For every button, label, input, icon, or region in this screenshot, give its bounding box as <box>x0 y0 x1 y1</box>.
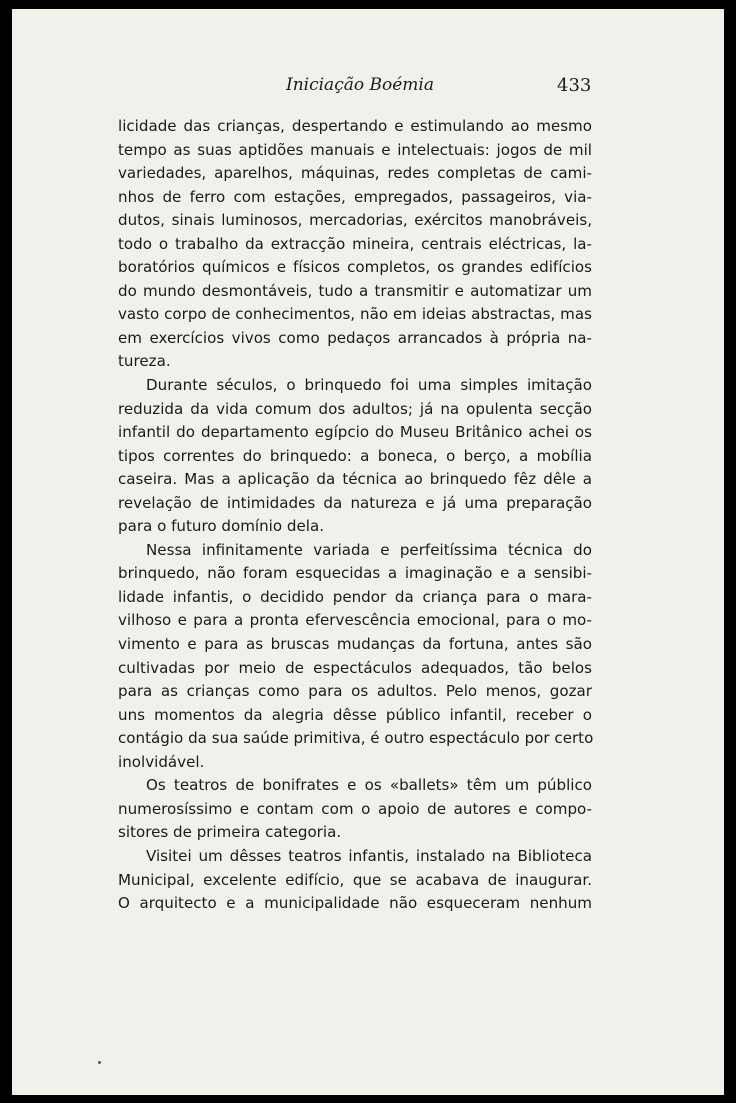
text-line: uns momentos da alegria dêsse público infantil, receber o <box>118 705 592 724</box>
text-line: lidade infantis, o decidido pendor da criança para o mara- <box>118 587 592 606</box>
text-line: infantil do departamento egípcio do Museu Britânico achei os <box>118 423 592 442</box>
text-line: variedades, aparelhos, máquinas, redes completas de cami- <box>118 164 592 183</box>
text-line: em exercícios vivos como pedaços arrancados à própria na- <box>118 328 592 347</box>
body-text <box>118 115 592 916</box>
text-line: dutos, sinais luminosos, mercadorias, exércitos manobráveis, <box>118 211 592 230</box>
text-line: cultivadas por meio de espectáculos adequados, tão belos <box>118 658 592 677</box>
text-line: vasto corpo de conhecimentos, não em ideias abstractas, mas <box>118 305 592 324</box>
book-page <box>12 9 724 1095</box>
text-line: tureza. <box>118 352 171 371</box>
text-line: contágio da sua saúde primitiva, é outro espectáculo por certo <box>118 729 594 748</box>
text-line: O arquitecto e a municipalidade não esqueceram nenhum <box>118 894 592 913</box>
ink-speck <box>98 1061 101 1064</box>
text-line: tipos correntes do brinquedo: a boneca, o berço, a mobília <box>118 446 592 465</box>
text-line: vimento e para as bruscas mudanças da fortuna, antes são <box>118 635 592 654</box>
text-line: licidade das crianças, despertando e estimulando ao mesmo <box>118 117 592 135</box>
text-line: Municipal, excelente edifício, que se acabava de inaugurar. <box>118 870 592 889</box>
text-line: nhos de ferro com estações, empregados, passageiros, via- <box>118 187 592 206</box>
running-title: Iniciação Boémia <box>286 75 434 95</box>
text-line: brinquedo, não foram esquecidas a imaginação e a sensibi- <box>118 564 592 583</box>
running-head <box>12 75 724 103</box>
text-line: tempo as suas aptidões manuais e intelectuais: jogos de mil <box>118 140 592 159</box>
text-line: para as crianças como para os adultos. Pelo menos, gozar <box>118 682 592 701</box>
page-number: 433 <box>557 75 592 96</box>
text-line: boratórios químicos e físicos completos, os grandes edifícios <box>118 258 592 277</box>
text-line: caseira. Mas a aplicação da técnica ao brinquedo fêz dêle a <box>118 470 592 489</box>
text-line: do mundo desmontáveis, tudo a transmitir e automatizar um <box>118 281 592 300</box>
text-line: vilhoso e para a pronta efervescência emocional, para o mo- <box>118 611 592 630</box>
text-line: para o futuro domínio dela. <box>118 517 324 536</box>
text-line: todo o trabalho da extracção mineira, centrais eléctricas, la- <box>118 234 592 253</box>
text-line: sitores de primeira categoria. <box>118 823 342 842</box>
paragraph-first-line: Visitei um dêsses teatros infantis, instalado na Biblioteca <box>146 846 592 865</box>
text-line: inolvidável. <box>118 752 205 771</box>
text-line: numerosíssimo e contam com o apoio de autores e compo- <box>118 799 592 818</box>
paragraph-first-line: Os teatros de bonifrates e os «ballets» têm um público <box>146 776 592 795</box>
text-line: reduzida da vida comum dos adultos; já na opulenta secção <box>118 399 592 418</box>
paragraph-first-line: Durante séculos, o brinquedo foi uma simples imitação <box>146 376 592 395</box>
text-line: revelação de intimidades da natureza e já uma preparação <box>118 493 592 512</box>
paragraph-first-line: Nessa infinitamente variada e perfeitíssima técnica do <box>146 540 592 559</box>
